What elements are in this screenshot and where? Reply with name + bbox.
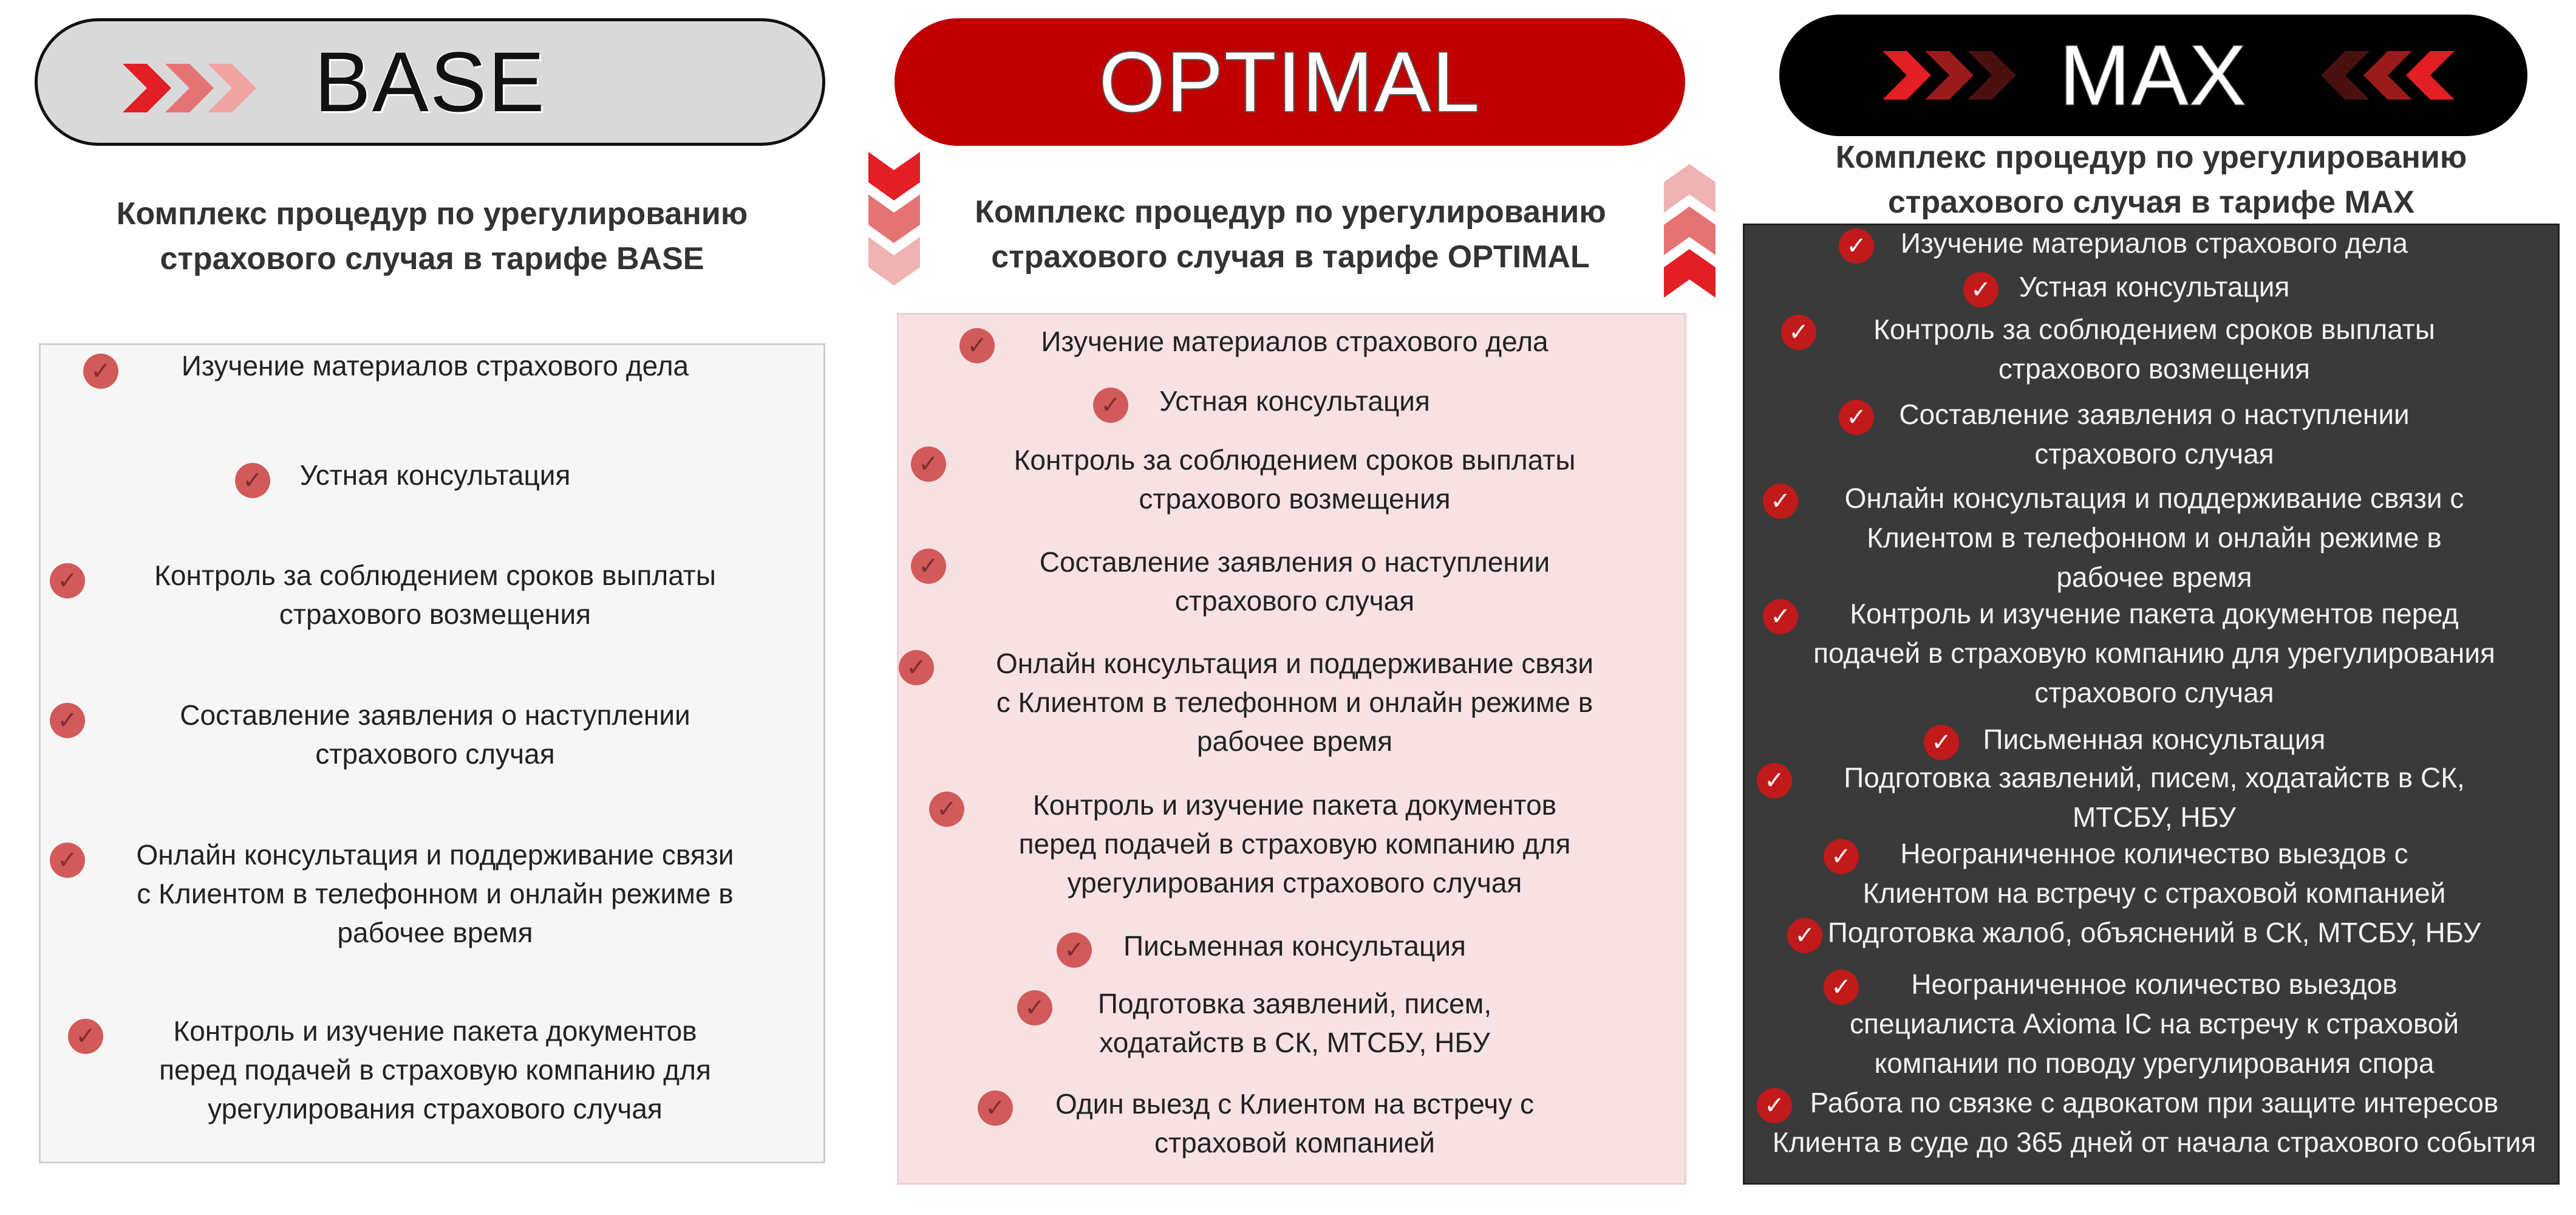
- feature-item: [923, 926, 1666, 965]
- chevron-up-icon: [1664, 152, 1716, 298]
- feature-item-line: Неограниченное количество выездов с: [1900, 838, 2408, 869]
- feature-item-line: специалиста Axioma IC на встречу к страховой: [1849, 1008, 2459, 1039]
- feature-item-line: Контроль за соблюдением сроков выплаты: [154, 560, 716, 591]
- check-circle-icon: ✓: [1787, 918, 1822, 953]
- feature-item-line: рабочее время: [337, 917, 533, 948]
- check-circle-icon: ✓: [1757, 1088, 1792, 1123]
- feature-item: [923, 785, 1666, 902]
- feature-item-line: урегулирования страхового случая: [208, 1093, 663, 1124]
- feature-item: [1769, 267, 2540, 307]
- feature-item-line: Контроль за соблюдением сроков выплаты: [1014, 444, 1576, 476]
- feature-item-line: Онлайн консультация и поддерживание связи: [995, 648, 1594, 679]
- feature-item: [65, 1011, 805, 1128]
- feature-item: [923, 1084, 1666, 1162]
- feature-item-line: Составление заявления о наступлении: [1039, 546, 1550, 578]
- feature-item-line: Работа по связке с адвокатом при защите интересов: [1810, 1087, 2499, 1118]
- feature-item-line: Контроль и изучение пакета документов перед: [1850, 598, 2459, 629]
- feature-item-line: Клиентом в телефонном и онлайн режиме в: [1867, 522, 2442, 553]
- feature-item: [1769, 310, 2540, 389]
- feature-item-line: Контроль и изучение пакета документов: [173, 1015, 697, 1047]
- plan-header-optimal: [894, 18, 1685, 146]
- feature-item-line: Неограниченное количество выездов: [1911, 968, 2397, 1000]
- feature-item-line: Контроль за соблюдением сроков выплаты: [1873, 313, 2435, 345]
- feature-item: [65, 696, 805, 773]
- check-circle-icon: ✓: [1757, 763, 1792, 798]
- feature-item-line: страховой компанией: [1154, 1127, 1435, 1159]
- feature-item-line: Устная консультация: [299, 459, 571, 491]
- subtitle-max: [1743, 135, 2560, 225]
- check-circle-icon: ✓: [1839, 400, 1874, 435]
- feature-item-line: Устная консультация: [2019, 271, 2290, 303]
- plan-title-base: BASE: [314, 34, 546, 129]
- feature-item-line: Письменная консультация: [1983, 724, 2326, 755]
- feature-item: [1769, 224, 2540, 263]
- feature-item: [923, 382, 1666, 420]
- check-circle-icon: ✓: [1057, 933, 1092, 968]
- check-circle-icon: ✓: [911, 447, 946, 482]
- feature-item-line: страхового случая: [2034, 438, 2274, 470]
- feature-panel-optimal: [897, 313, 1686, 1185]
- feature-item: [1769, 965, 2540, 1083]
- feature-item: [1769, 834, 2540, 913]
- feature-item-line: МТСБУ, НБУ: [2072, 801, 2236, 833]
- feature-panel-max: [1743, 224, 2560, 1185]
- chevron-left-icon: [2291, 51, 2455, 100]
- feature-item: [1769, 913, 2540, 953]
- check-circle-icon: ✓: [1763, 599, 1798, 634]
- feature-item-line: Изучение материалов страхового дела: [1900, 227, 2408, 259]
- check-circle-icon: ✓: [1781, 315, 1816, 350]
- check-circle-icon: ✓: [1093, 388, 1128, 423]
- check-circle-icon: ✓: [1839, 228, 1874, 264]
- subtitle-line: страхового случая в тарифе BASE: [160, 241, 704, 276]
- check-circle-icon: ✓: [959, 328, 995, 363]
- feature-item-line: Онлайн консультация и поддерживание связи: [136, 839, 734, 871]
- check-circle-icon: ✓: [50, 563, 85, 598]
- feature-item: [1769, 479, 2540, 597]
- feature-item-line: страхового случая: [1174, 585, 1415, 617]
- feature-item: [923, 984, 1666, 1062]
- chevron-right-icon: [1883, 51, 2046, 100]
- subtitle-line: страхового случая в тарифе OPTIMAL: [991, 239, 1590, 275]
- check-circle-icon: ✓: [899, 650, 934, 685]
- check-circle-icon: ✓: [911, 549, 946, 584]
- feature-item-line: страхового возмещения: [279, 598, 591, 630]
- feature-item-line: подачей в страховую компанию для урегулирования: [1813, 637, 2495, 669]
- check-circle-icon: ✓: [1824, 839, 1859, 874]
- feature-item-line: Составление заявления о наступлении: [1899, 399, 2410, 430]
- feature-item-line: страхового возмещения: [1998, 353, 2311, 385]
- subtitle-line: Комплекс процедур по урегулированию: [116, 196, 748, 231]
- feature-item-line: Подготовка заявлений, писем,: [1097, 988, 1492, 1019]
- feature-item-line: Составление заявления о наступлении: [180, 699, 690, 731]
- feature-item: [1769, 1083, 2540, 1162]
- feature-item-line: перед подачей в страховую компанию для: [1018, 828, 1571, 860]
- feature-item-line: с Клиентом в телефонном и онлайн режиме в: [996, 686, 1593, 718]
- check-circle-icon: ✓: [83, 354, 118, 389]
- check-circle-icon: ✓: [929, 792, 964, 827]
- subtitle-line: Комплекс процедур по урегулированию: [1835, 140, 2467, 175]
- feature-item-line: страхового возмещения: [1139, 483, 1451, 515]
- feature-item-line: Клиента в суде до 365 дней от начала страхового события: [1772, 1126, 2537, 1158]
- feature-item-line: Письменная консультация: [1123, 930, 1466, 962]
- plan-title-max: MAX: [2059, 27, 2247, 123]
- chevron-down-icon: [868, 152, 920, 298]
- subtitle-line: Комплекс процедур по урегулированию: [975, 194, 1606, 230]
- feature-item-line: страхового случая: [2034, 677, 2274, 708]
- check-circle-icon: ✓: [235, 463, 270, 498]
- feature-item: [1769, 720, 2540, 759]
- feature-item-line: Клиентом на встречу с страховой компанией: [1862, 877, 2446, 909]
- feature-item-line: Подготовка жалоб, объяснений в СК, МТСБУ, НБУ: [1827, 917, 2481, 948]
- feature-item-line: рабочее время: [2056, 561, 2252, 593]
- feature-item: [65, 456, 805, 495]
- check-circle-icon: ✓: [978, 1090, 1013, 1126]
- plan-header-max: [1779, 15, 2527, 136]
- check-circle-icon: ✓: [1924, 725, 1959, 760]
- feature-item-line: Подготовка заявлений, писем, ходатайств в СК,: [1844, 762, 2465, 793]
- chevron-right-icon: [123, 64, 287, 112]
- feature-item: [65, 346, 805, 385]
- check-circle-icon: ✓: [1763, 484, 1798, 519]
- feature-item-line: Контроль и изучение пакета документов: [1032, 789, 1557, 821]
- feature-item-line: урегулирования страхового случая: [1067, 867, 1522, 898]
- check-circle-icon: ✓: [50, 843, 85, 878]
- feature-item-line: компании по поводу урегулирования спора: [1874, 1047, 2435, 1079]
- check-circle-icon: ✓: [1963, 272, 1998, 307]
- feature-item: [65, 556, 805, 634]
- feature-item-line: страхового случая: [315, 738, 555, 770]
- feature-item-line: Изучение материалов страхового дела: [1041, 326, 1549, 357]
- check-circle-icon: ✓: [1824, 970, 1859, 1005]
- feature-item: [65, 835, 805, 952]
- check-circle-icon: ✓: [68, 1019, 103, 1054]
- feature-item: [923, 644, 1666, 761]
- subtitle-optimal: [917, 190, 1664, 279]
- feature-item: [1769, 594, 2540, 713]
- check-circle-icon: ✓: [1017, 990, 1052, 1025]
- feature-item-line: Один выезд с Клиентом на встречу с: [1055, 1088, 1535, 1120]
- subtitle-base: [39, 191, 825, 281]
- feature-item: [923, 542, 1666, 620]
- feature-item-line: ходатайств в СК, МТСБУ, НБУ: [1099, 1027, 1490, 1058]
- feature-item-line: Устная консультация: [1159, 385, 1430, 417]
- feature-item-line: Онлайн консультация и поддерживание связи с: [1844, 482, 2464, 514]
- feature-item-line: Изучение материалов страхового дела: [181, 350, 689, 382]
- feature-item: [923, 440, 1666, 518]
- check-circle-icon: ✓: [50, 703, 85, 738]
- plan-title-optimal: OPTIMAL: [1099, 34, 1481, 129]
- feature-item-line: перед подачей в страховую компанию для: [159, 1054, 711, 1086]
- feature-item-line: рабочее время: [1196, 725, 1393, 757]
- plan-header-base: [35, 18, 825, 146]
- feature-panel-base: [39, 343, 825, 1163]
- subtitle-line: страхового случая в тарифе MAX: [1887, 185, 2415, 220]
- feature-item: [923, 322, 1666, 361]
- feature-item: [1769, 758, 2540, 837]
- feature-item-line: с Клиентом в телефонном и онлайн режиме в: [137, 878, 734, 909]
- feature-item: [1769, 395, 2540, 474]
